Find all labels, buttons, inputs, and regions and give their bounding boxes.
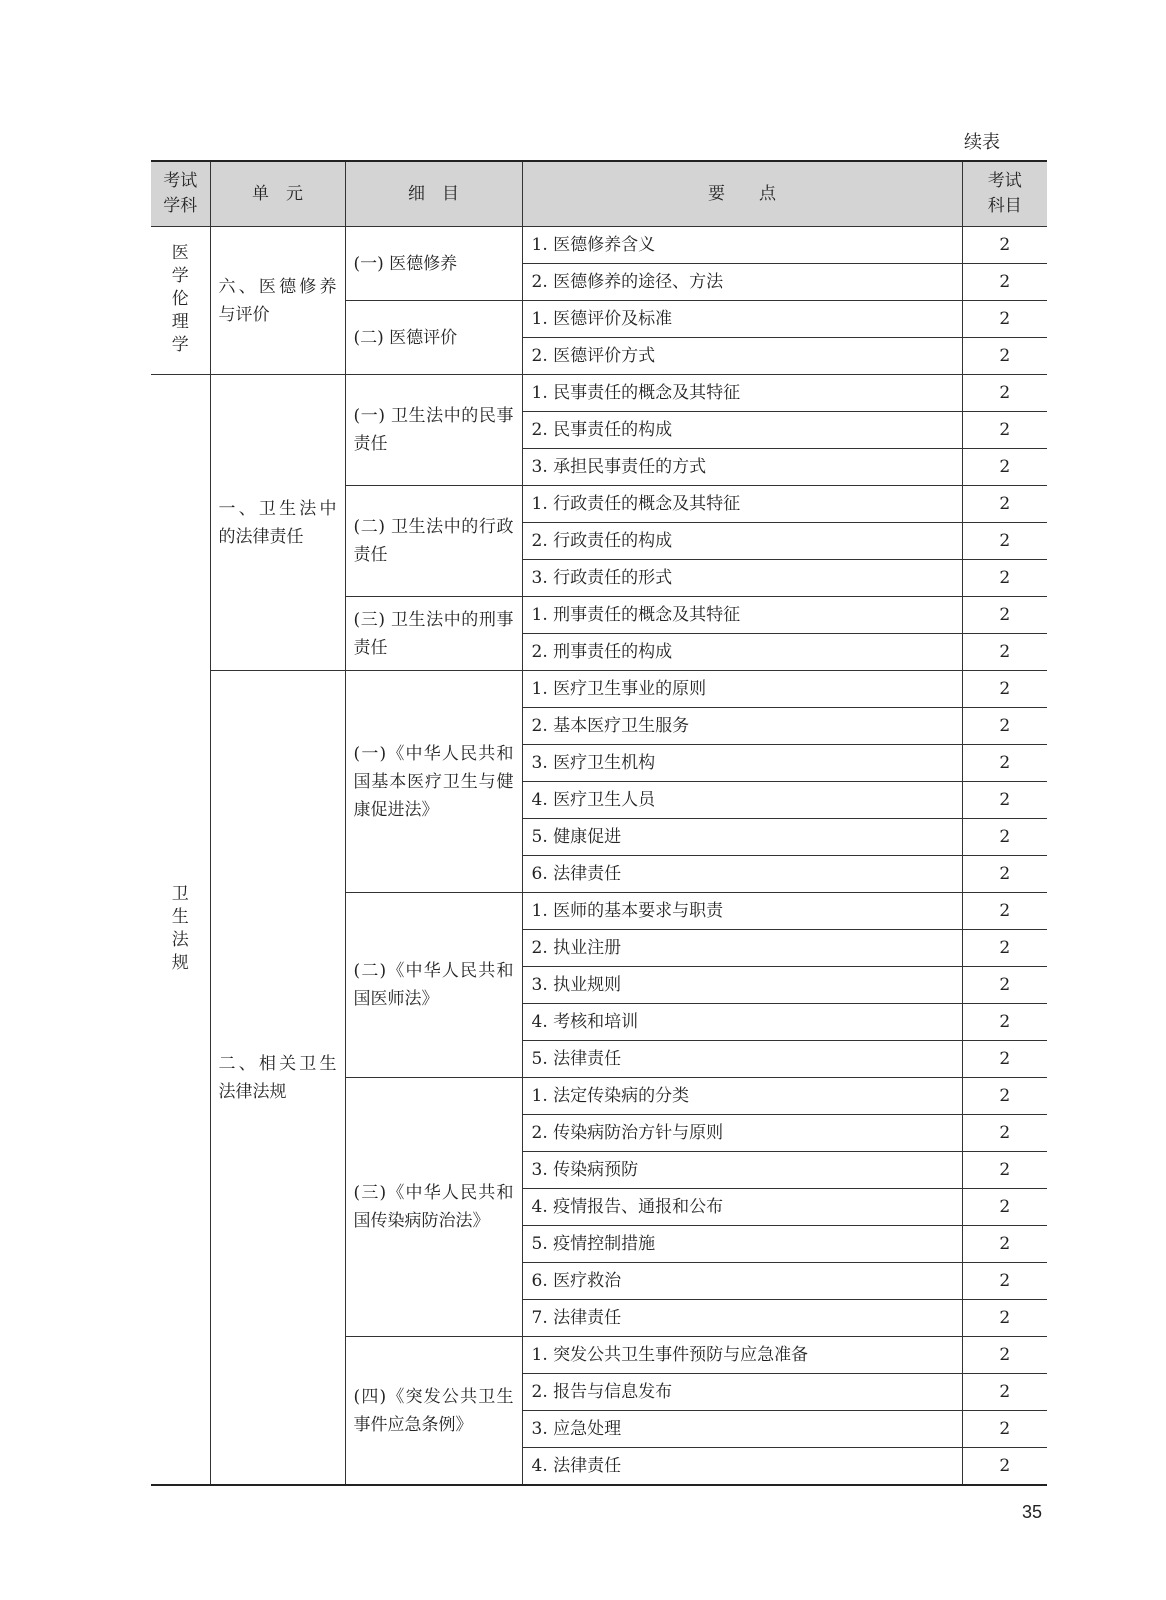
point-cell: 7. 法律责任 (522, 1300, 962, 1337)
point-cell: 4. 考核和培训 (522, 1004, 962, 1041)
point-cell: 3. 传染病预防 (522, 1152, 962, 1189)
level-cell: 2 (962, 412, 1047, 449)
level-cell: 2 (962, 1300, 1047, 1337)
subject-cell (151, 375, 210, 1486)
table-row (151, 227, 1047, 264)
level-cell: 2 (962, 523, 1047, 560)
level-cell: 2 (962, 819, 1047, 856)
item-cell: (一) 医德修养 (345, 227, 522, 301)
point-cell: 1. 法定传染病的分类 (522, 1078, 962, 1115)
point-cell: 6. 医疗救治 (522, 1263, 962, 1300)
level-cell: 2 (962, 1337, 1047, 1374)
table-row (151, 375, 1047, 412)
level-cell: 2 (962, 634, 1047, 671)
page-number: 35 (1022, 1502, 1043, 1522)
point-cell: 1. 刑事责任的概念及其特征 (522, 597, 962, 634)
point-cell: 3. 应急处理 (522, 1411, 962, 1448)
subject-name: 卫生法规 (171, 883, 189, 973)
point-cell: 4. 医疗卫生人员 (522, 782, 962, 819)
subject-cell (151, 227, 210, 375)
header-points: 要 点 (522, 161, 962, 227)
level-cell: 2 (962, 1041, 1047, 1078)
point-cell: 3. 医疗卫生机构 (522, 745, 962, 782)
unit-cell: 六、医德修养与评价 (210, 227, 345, 375)
point-cell: 2. 医德评价方式 (522, 338, 962, 375)
point-cell: 2. 基本医疗卫生服务 (522, 708, 962, 745)
level-cell: 2 (962, 745, 1047, 782)
point-cell: 1. 医德评价及标准 (522, 301, 962, 338)
item-cell: (二)《中华人民共和国医师法》 (345, 893, 522, 1078)
item-cell: (一) 卫生法中的民事责任 (345, 375, 522, 486)
table-header-row (151, 161, 1047, 227)
header-subject: 考试学科 (151, 161, 210, 227)
subject-name: 医学伦理学 (171, 243, 189, 355)
item-cell: (二) 卫生法中的行政责任 (345, 486, 522, 597)
level-cell: 2 (962, 227, 1047, 264)
level-cell: 2 (962, 449, 1047, 486)
point-cell: 5. 疫情控制措施 (522, 1226, 962, 1263)
continued-label: 续表 (964, 132, 1000, 153)
level-cell: 2 (962, 338, 1047, 375)
unit-cell: 二、相关卫生法律法规 (210, 671, 345, 1486)
level-cell: 2 (962, 930, 1047, 967)
level-cell: 2 (962, 1189, 1047, 1226)
header-unit: 单 元 (210, 161, 345, 227)
item-cell: (三)《中华人民共和国传染病防治法》 (345, 1078, 522, 1337)
header-item: 细 目 (345, 161, 522, 227)
point-cell: 2. 行政责任的构成 (522, 523, 962, 560)
point-cell: 1. 突发公共卫生事件预防与应急准备 (522, 1337, 962, 1374)
point-cell: 2. 传染病防治方针与原则 (522, 1115, 962, 1152)
table-row (151, 671, 1047, 708)
level-cell: 2 (962, 264, 1047, 301)
point-cell: 1. 医师的基本要求与职责 (522, 893, 962, 930)
level-cell: 2 (962, 1411, 1047, 1448)
level-cell: 2 (962, 856, 1047, 893)
point-cell: 2. 医德修养的途径、方法 (522, 264, 962, 301)
level-cell: 2 (962, 560, 1047, 597)
level-cell: 2 (962, 967, 1047, 1004)
point-cell: 6. 法律责任 (522, 856, 962, 893)
point-cell: 1. 民事责任的概念及其特征 (522, 375, 962, 412)
level-cell: 2 (962, 1226, 1047, 1263)
item-cell: (四)《突发公共卫生事件应急条例》 (345, 1337, 522, 1486)
level-cell: 2 (962, 375, 1047, 412)
level-cell: 2 (962, 1078, 1047, 1115)
point-cell: 2. 民事责任的构成 (522, 412, 962, 449)
level-cell: 2 (962, 486, 1047, 523)
level-cell: 2 (962, 1152, 1047, 1189)
level-cell: 2 (962, 1263, 1047, 1300)
level-cell: 2 (962, 1448, 1047, 1486)
point-cell: 3. 执业规则 (522, 967, 962, 1004)
point-cell: 2. 报告与信息发布 (522, 1374, 962, 1411)
point-cell: 4. 法律责任 (522, 1448, 962, 1486)
item-cell: (三) 卫生法中的刑事责任 (345, 597, 522, 671)
unit-cell: 一、卫生法中的法律责任 (210, 375, 345, 671)
exam-outline-table (151, 160, 1047, 1486)
point-cell: 1. 医德修养含义 (522, 227, 962, 264)
level-cell: 2 (962, 301, 1047, 338)
level-cell: 2 (962, 893, 1047, 930)
point-cell: 3. 行政责任的形式 (522, 560, 962, 597)
point-cell: 2. 执业注册 (522, 930, 962, 967)
level-cell: 2 (962, 708, 1047, 745)
point-cell: 2. 刑事责任的构成 (522, 634, 962, 671)
table-body (151, 227, 1047, 1486)
point-cell: 1. 医疗卫生事业的原则 (522, 671, 962, 708)
header-level: 考试科目 (962, 161, 1047, 227)
level-cell: 2 (962, 1004, 1047, 1041)
point-cell: 1. 行政责任的概念及其特征 (522, 486, 962, 523)
level-cell: 2 (962, 1115, 1047, 1152)
level-cell: 2 (962, 671, 1047, 708)
point-cell: 3. 承担民事责任的方式 (522, 449, 962, 486)
point-cell: 5. 健康促进 (522, 819, 962, 856)
item-cell: (二) 医德评价 (345, 301, 522, 375)
level-cell: 2 (962, 1374, 1047, 1411)
point-cell: 5. 法律责任 (522, 1041, 962, 1078)
point-cell: 4. 疫情报告、通报和公布 (522, 1189, 962, 1226)
level-cell: 2 (962, 782, 1047, 819)
item-cell: (一)《中华人民共和国基本医疗卫生与健康促进法》 (345, 671, 522, 893)
level-cell: 2 (962, 597, 1047, 634)
